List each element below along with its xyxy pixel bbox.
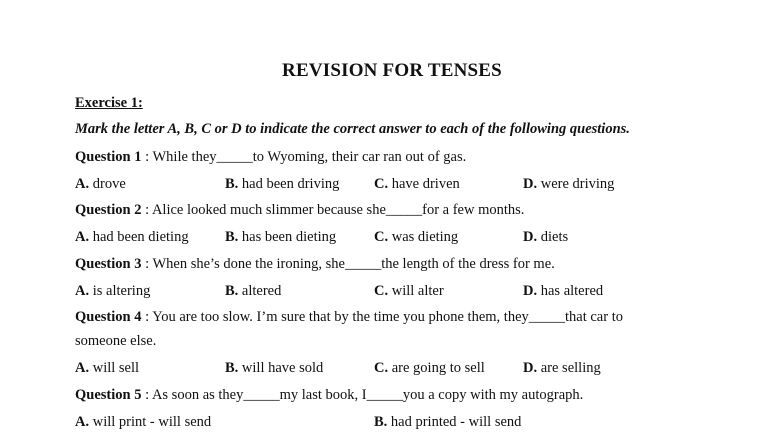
- question-2: [75, 202, 524, 219]
- question-3: [75, 256, 555, 273]
- option-b: B. had printed - will send: [374, 414, 522, 430]
- question-text: : As soon as they_____my last book, I_____you a copy with my autograph.: [141, 387, 584, 403]
- option-c: C. are going to sell: [374, 360, 485, 376]
- option-b: B. altered: [225, 283, 282, 299]
- option-b: B. will have sold: [225, 360, 324, 376]
- option-b: B. has been dieting: [225, 229, 337, 245]
- option-a: A. will print - will send: [75, 414, 212, 430]
- option-c: C. was dieting: [374, 229, 459, 245]
- option-b: B. had been driving: [225, 176, 340, 192]
- option-a: A. is altering: [75, 283, 151, 299]
- question-label: Question 5: [75, 387, 142, 403]
- question-label: Question 1: [75, 149, 142, 165]
- question-5: [75, 387, 583, 404]
- option-d: D. are selling: [523, 360, 601, 376]
- question-text: : You are too slow. I’m sure that by the time you phone them, they_____that car to: [141, 309, 623, 325]
- exercise-heading: Exercise 1:: [75, 95, 143, 111]
- question-1-options: [0, 176, 784, 196]
- option-c: C. will alter: [374, 283, 444, 299]
- question-5-options: [0, 414, 784, 434]
- question-4-continuation: someone else.: [75, 333, 157, 349]
- option-c: C. have driven: [374, 176, 460, 192]
- question-4-options: [0, 360, 784, 380]
- question-label: Question 4: [75, 309, 142, 325]
- option-a: A. had been dieting: [75, 229, 189, 245]
- question-2-options: [0, 229, 784, 249]
- question-label: Question 3: [75, 256, 142, 272]
- option-a: A. will sell: [75, 360, 140, 376]
- option-d: D. diets: [523, 229, 569, 245]
- question-text: : When she’s done the ironing, she_____the length of the dress for me.: [141, 256, 555, 272]
- question-text: : While they_____to Wyoming, their car ran out of gas.: [141, 149, 467, 165]
- question-text: : Alice looked much slimmer because she_____for a few months.: [141, 202, 525, 218]
- exercise-instruction: Mark the letter A, B, C or D to indicate the correct answer to each of the following questions.: [75, 121, 630, 137]
- question-4: [75, 309, 623, 326]
- document-title: REVISION FOR TENSES: [282, 60, 502, 81]
- question-1: [75, 149, 466, 166]
- option-d: D. were driving: [523, 176, 615, 192]
- option-d: D. has altered: [523, 283, 604, 299]
- option-a: A. drove: [75, 176, 126, 192]
- question-label: Question 2: [75, 202, 142, 218]
- question-3-options: [0, 283, 784, 303]
